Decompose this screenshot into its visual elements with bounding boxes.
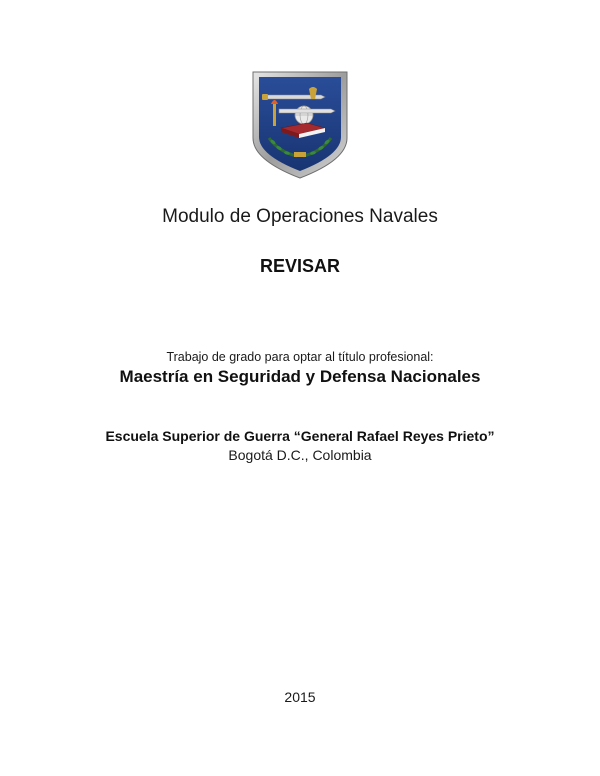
school-name: Escuela Superior de Guerra “General Rafael Reyes Prieto” [105, 428, 495, 444]
institutional-crest-icon [251, 68, 349, 180]
thesis-intro-text: Trabajo de grado para optar al título profesional: [166, 350, 434, 364]
city-location: Bogotá D.C., Colombia [228, 447, 372, 463]
review-status-label: REVISAR [259, 256, 340, 276]
document-title: Modulo de Operaciones Navales [162, 206, 438, 227]
publication-year: 2015 [284, 689, 316, 705]
degree-title: Maestría en Seguridad y Defensa Nacionales [119, 367, 481, 386]
